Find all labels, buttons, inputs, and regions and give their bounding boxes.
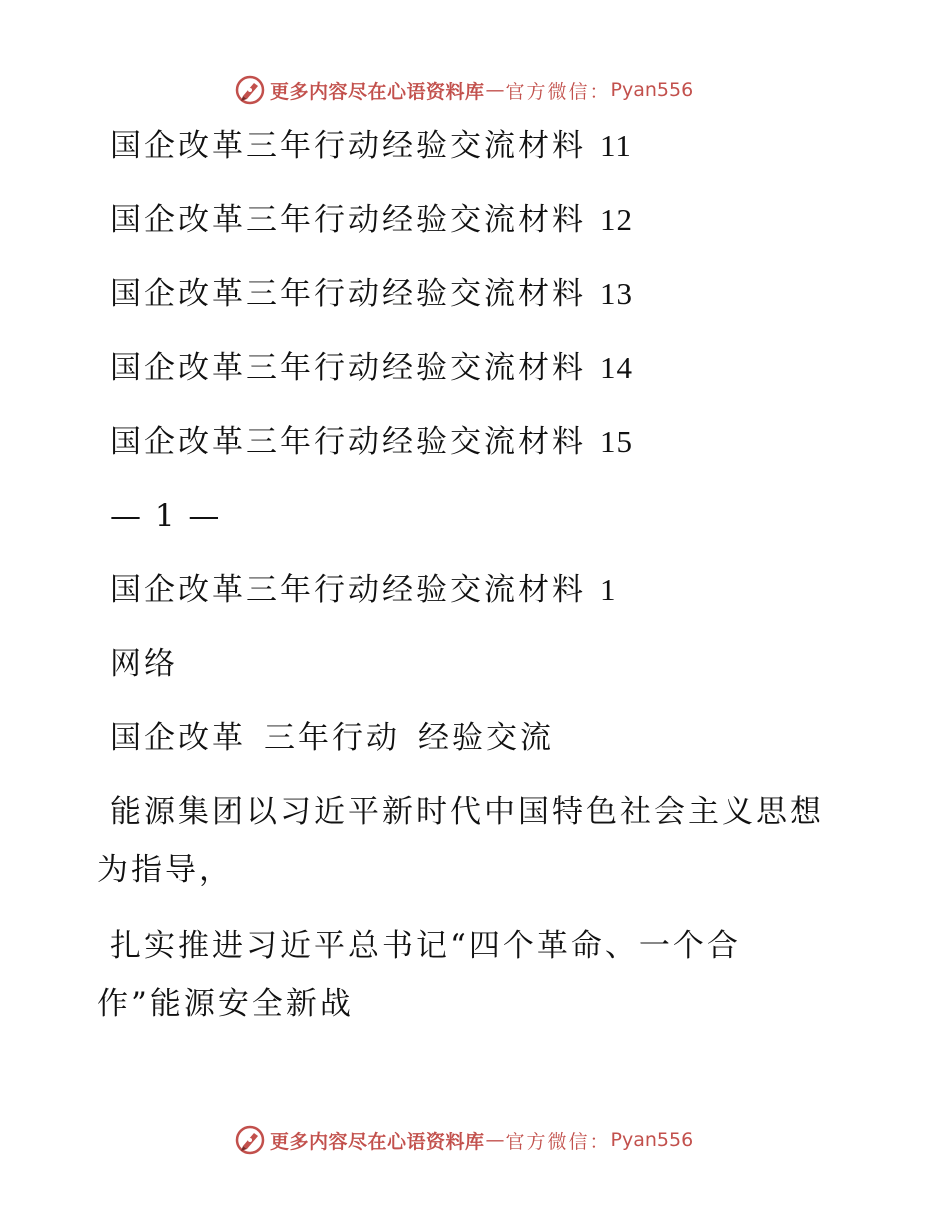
- keyword: 国企改革: [110, 720, 246, 756]
- page-number: — 1 —: [110, 498, 222, 534]
- watermark-main-text: 更多内容尽在心语资料库: [270, 1130, 485, 1153]
- article-title: [110, 570, 617, 610]
- pen-logo-icon: [234, 1124, 266, 1156]
- toc-item-title: 国企改革三年行动经验交流材料: [110, 424, 586, 460]
- paragraph-1-line-1: 能源集团以习近平新时代中国特色社会主义思想: [110, 794, 824, 830]
- header-watermark: [234, 73, 693, 107]
- watermark-sub-text: 官方微信：: [505, 1130, 611, 1153]
- toc-item: [110, 348, 633, 388]
- article-keywords: [110, 718, 554, 758]
- paragraph-1-line-2: 为指导，: [97, 852, 233, 888]
- toc-item-title: 国企改革三年行动经验交流材料: [110, 202, 586, 238]
- watermark-separator: —: [485, 79, 505, 101]
- toc-item: [110, 200, 633, 240]
- article-source: 网络: [110, 646, 178, 682]
- toc-item-title: 国企改革三年行动经验交流材料: [110, 276, 586, 312]
- paragraph-2-line-2: 作”能源安全新战: [97, 986, 354, 1022]
- toc-item-number: 14: [600, 350, 633, 385]
- toc-item-title: 国企改革三年行动经验交流材料: [110, 128, 586, 164]
- pen-logo-icon: [234, 74, 266, 106]
- article-title-number: 1: [600, 572, 617, 607]
- paragraph-2-line-1: 扎实推进习近平总书记“四个革命、一个合: [110, 928, 741, 964]
- keyword: 三年行动: [264, 720, 400, 756]
- keyword: 经验交流: [418, 720, 554, 756]
- article-title-text: 国企改革三年行动经验交流材料: [110, 572, 586, 608]
- toc-item-number: 13: [600, 276, 633, 311]
- watermark-separator: —: [485, 1129, 505, 1151]
- watermark-sub-text: 官方微信：: [505, 80, 611, 103]
- watermark-wechat-id: Pyan556: [610, 1129, 694, 1151]
- footer-watermark: [234, 1123, 693, 1157]
- watermark-wechat-id: Pyan556: [610, 79, 694, 101]
- toc-item-title: 国企改革三年行动经验交流材料: [110, 350, 586, 386]
- toc-item: [110, 274, 633, 314]
- toc-item-number: 15: [600, 424, 633, 459]
- watermark-main-text: 更多内容尽在心语资料库: [270, 80, 485, 103]
- toc-item-number: 12: [600, 202, 633, 237]
- toc-item: [110, 422, 633, 462]
- toc-item: [110, 126, 632, 166]
- toc-item-number: 11: [600, 128, 632, 163]
